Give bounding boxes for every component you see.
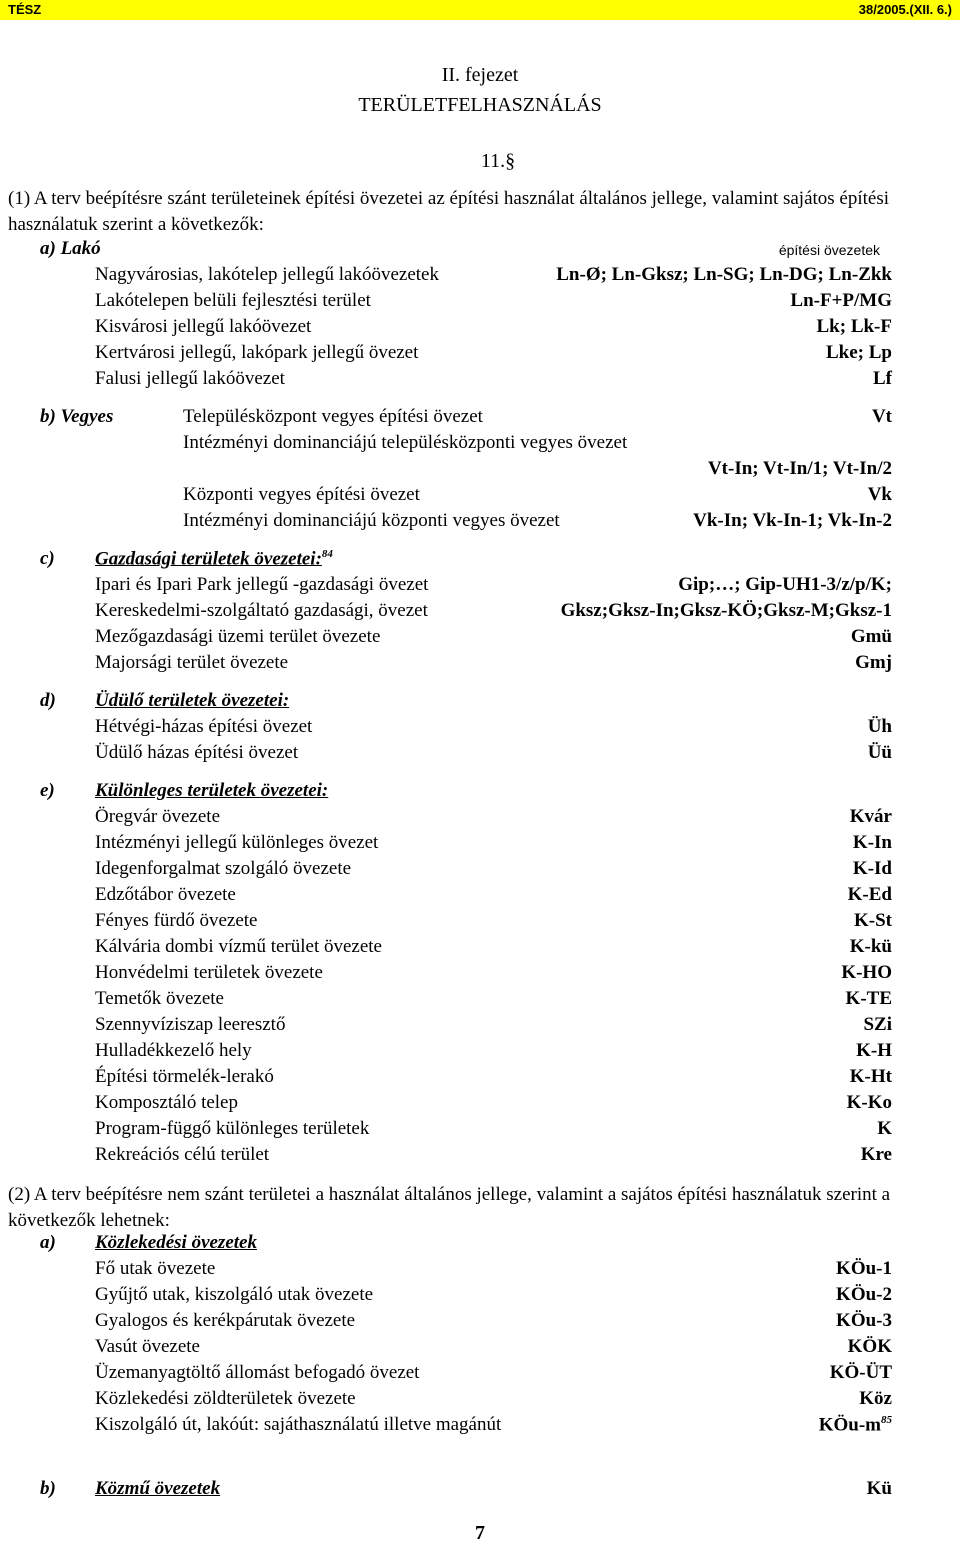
kulonleges-code: K-TE: [845, 988, 892, 1009]
kozlekedes-code: KÖ-ÜT: [829, 1362, 892, 1383]
kulonleges-label: Edzőtábor övezete: [95, 884, 236, 905]
section-c-title: Gazdasági területek övezetei:$^{84}$: [95, 548, 333, 570]
chapter-label: II. fejezet: [441, 64, 519, 86]
kulonleges-code: K-Ko: [846, 1092, 892, 1113]
vegyes-label: Intézményi dominanciájú központi vegyes övezet: [183, 510, 560, 531]
udulo-code: Üü: [867, 742, 892, 763]
section-a-title: a) Lakó: [40, 238, 101, 259]
kulonleges-label: Temetők övezete: [95, 988, 224, 1009]
gazdasagi-code: Gmj: [855, 652, 892, 673]
udulo-label: Hétvégi-házas építési övezet: [95, 716, 313, 737]
lako-code: Lf: [873, 368, 892, 389]
kulonleges-label: Idegenforgalmat szolgáló övezete: [95, 858, 352, 879]
kulonleges-code: Kre: [860, 1144, 892, 1165]
kozlekedes-label: Kiszolgáló út, lakóút: sajáthasználatú illetve magánút: [95, 1414, 502, 1435]
kozlekedes-label: Közlekedési zöldterületek övezete: [95, 1388, 356, 1409]
lako-code: Lk; Lk-F: [816, 316, 892, 337]
kulonleges-label: Fényes fürdő övezete: [95, 910, 258, 931]
kozlekedes-title: Közlekedési övezetek: [95, 1232, 257, 1253]
kulonleges-label: Rekreációs célú terület: [95, 1144, 270, 1165]
gazdasagi-label: Mezőgazdasági üzemi terület övezete: [95, 626, 381, 647]
vegyes-code: Vk: [867, 484, 892, 505]
kozlekedes-code: KÖu-2: [836, 1284, 892, 1305]
kulonleges-code: Kvár: [849, 806, 892, 827]
gazdasagi-code: Gip;…; Gip-UH1-3/z/p/K;: [678, 574, 892, 595]
gazdasagi-label: Kereskedelmi-szolgáltató gazdasági, övezet: [95, 600, 428, 621]
kulonleges-label: Komposztáló telep: [95, 1092, 238, 1113]
kulonleges-code: K-Ed: [847, 884, 892, 905]
footnote-marker: 84: [321, 548, 333, 560]
kulonleges-code: K: [877, 1118, 892, 1139]
kulonleges-label: Kálvária dombi vízmű terület övezete: [95, 936, 382, 957]
page-header: [0, 0, 960, 20]
udulo-code: Üh: [867, 716, 892, 737]
kulonleges-label: Program-függő különleges területek: [95, 1118, 370, 1139]
kozmu-letter: b): [40, 1478, 56, 1499]
lako-label: Lakótelepen belüli fejlesztési terület: [95, 290, 371, 311]
lako-code: Ln-Ø; Ln-Gksz; Ln-SG; Ln-DG; Ln-Zkk: [556, 264, 892, 285]
lako-label: Kertvárosi jellegű, lakópark jellegű övezet: [95, 342, 419, 363]
kulonleges-code: K-St: [854, 910, 892, 931]
section-number: 11.§: [480, 150, 516, 172]
kozlekedes-code: KÖu-1: [836, 1258, 892, 1279]
kozmu-code: Kü: [866, 1478, 892, 1499]
kozlekedes-label: Vasút övezete: [95, 1336, 200, 1357]
kulonleges-code: K-Ht: [849, 1066, 892, 1087]
vegyes-code: Vt-In; Vt-In/1; Vt-In/2: [707, 458, 892, 479]
column-header: építési övezetek: [778, 242, 880, 258]
section-e-letter: e): [40, 780, 55, 801]
section-b-title: b) Vegyes: [40, 406, 114, 427]
udulo-label: Üdülő házas építési övezet: [95, 742, 299, 763]
kozlekedes-code: KÖK: [847, 1336, 892, 1357]
kulonleges-code: K-H: [856, 1040, 892, 1061]
kozlekedes-label: Fő utak övezete: [95, 1258, 216, 1279]
kozmu-title: Közmű övezetek: [95, 1478, 221, 1499]
kulonleges-code: SZi: [863, 1014, 892, 1035]
kulonleges-label: Építési törmelék-lerakó: [95, 1066, 274, 1087]
footnote-marker: 85: [881, 1414, 892, 1426]
section-d-title: Üdülő területek övezetei:: [95, 690, 290, 711]
kozlekedes-code: KÖu-$m^{85}$: [818, 1414, 892, 1436]
kozlekedes-letter: a): [40, 1232, 56, 1253]
kozlekedes-label: Gyűjtő utak, kiszolgáló utak övezete: [95, 1284, 374, 1305]
page-number: 7: [475, 1522, 485, 1544]
lako-code: Ln-F+P/MG: [790, 290, 892, 311]
vegyes-code: Vt: [871, 406, 892, 427]
section-e-title: Különleges területek övezetei:: [95, 780, 329, 801]
gazdasagi-label: Ipari és Ipari Park jellegű -gazdasági övezet: [95, 574, 429, 595]
section-d-letter: d): [40, 690, 56, 711]
kulonleges-label: Öregvár övezete: [95, 806, 221, 827]
gazdasagi-code: Gmü: [850, 626, 892, 647]
gazdasagi-code: Gksz;Gksz-In;Gksz-KÖ;Gksz-M;Gksz-1: [560, 600, 892, 621]
gazdasagi-label: Majorsági terület övezete: [95, 652, 289, 673]
kulonleges-code: K-kü: [849, 936, 892, 957]
chapter-title: TERÜLETFELHASZNÁLÁS: [358, 94, 602, 116]
kulonleges-code: K-Id: [852, 858, 892, 879]
lako-label: Kisvárosi jellegű lakóövezet: [95, 316, 312, 337]
lako-code: Lke; Lp: [826, 342, 892, 363]
kulonleges-label: Honvédelmi területek övezete: [95, 962, 323, 983]
header-left: TÉSZ: [8, 2, 42, 17]
kulonleges-label: Hulladékkezelő hely: [95, 1040, 252, 1061]
kulonleges-code: K-In: [852, 832, 892, 853]
kulonleges-label: Szennyvíziszap leeresztő: [95, 1014, 286, 1035]
kulonleges-code: K-HO: [841, 962, 892, 983]
kozlekedes-code: Köz: [859, 1388, 892, 1409]
paragraph-1: (1) A terv beépítésre szánt területeinek építési övezetei az építési használat általános jellege, valamint sajátos építési használatuk szerint a következők:: [8, 188, 890, 235]
header-right: 38/2005.(XII. 6.): [858, 2, 952, 17]
vegyes-label: Intézményi dominanciájú településközponti vegyes övezet: [183, 432, 628, 453]
lako-label: Falusi jellegű lakóövezet: [95, 368, 285, 389]
kulonleges-label: Intézményi jellegű különleges övezet: [95, 832, 379, 853]
vegyes-label: Településközpont vegyes építési övezet: [183, 406, 483, 427]
kozlekedes-label: Gyalogos és kerékpárutak övezete: [95, 1310, 356, 1331]
lako-label: Nagyvárosias, lakótelep jellegű lakóövezetek: [95, 264, 439, 285]
kozlekedes-code: KÖu-3: [836, 1310, 892, 1331]
vegyes-label: Központi vegyes építési övezet: [183, 484, 420, 505]
paragraph-2: (2) A terv beépítésre nem szánt területei a használat általános jellege, valamint a sajátos építési használatuk szerint a következők lehetnek:: [8, 1184, 891, 1231]
section-c-letter: c): [40, 548, 55, 569]
vegyes-code: Vk-In; Vk-In-1; Vk-In-2: [693, 510, 892, 531]
kozlekedes-label: Üzemanyagtöltő állomást befogadó övezet: [95, 1362, 420, 1383]
